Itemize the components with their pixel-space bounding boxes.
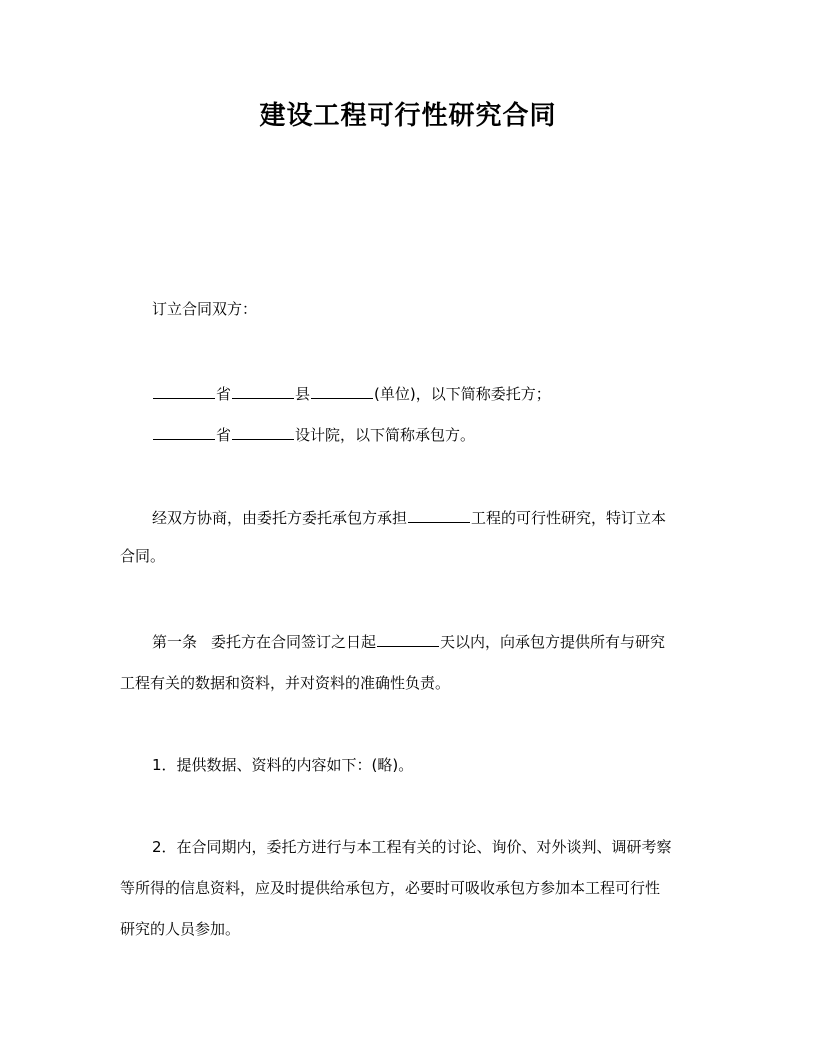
article-text: 天以内，向承包方提供所有与研究 [440,633,666,651]
county-label: 县 [295,385,311,403]
document-title: 建设工程可行性研究合同 [259,101,557,131]
item-2-line-1: 2．在合同期内，委托方进行与本工程有关的讨论、询价、对外谈判、调研考察 [152,838,672,856]
preamble-text: 经双方协商，由委托方委托承包方承担 [152,509,408,527]
item-1: 1．提供数据、资料的内容如下：(略)。 [152,756,414,774]
preamble-text: 工程的可行性研究，特订立本 [471,509,667,527]
party-b-line [152,421,700,446]
preamble-line-1 [152,504,700,529]
blank-field [377,628,439,647]
item-2-line-2: 等所得的信息资料，应及时提供给承包方，必要时可吸收承包方参加本工程可行性 [120,879,661,897]
blank-field [408,504,470,523]
article-label: 第一条 [152,633,198,651]
party-a-line [152,380,700,405]
article-1-line-2: 工程有关的数据和资料，并对资料的准确性负责。 [120,674,451,692]
province-label: 省 [216,385,232,403]
blank-field [232,380,294,399]
parties-intro: 订立合同双方： [152,300,258,318]
preamble-line-2: 合同。 [120,547,166,565]
blank-field [153,380,215,399]
province-label: 省 [216,426,232,444]
party-b-text: 设计院，以下简称承包方。 [295,426,476,444]
blank-field [153,421,215,440]
item-2-line-3: 研究的人员参加。 [120,920,241,938]
blank-field [232,421,294,440]
article-text: 委托方在合同签订之日起 [211,633,377,651]
blank-field [311,380,373,399]
party-a-text: (单位)，以下简称委托方； [374,385,551,403]
article-1-line-1 [152,628,700,653]
